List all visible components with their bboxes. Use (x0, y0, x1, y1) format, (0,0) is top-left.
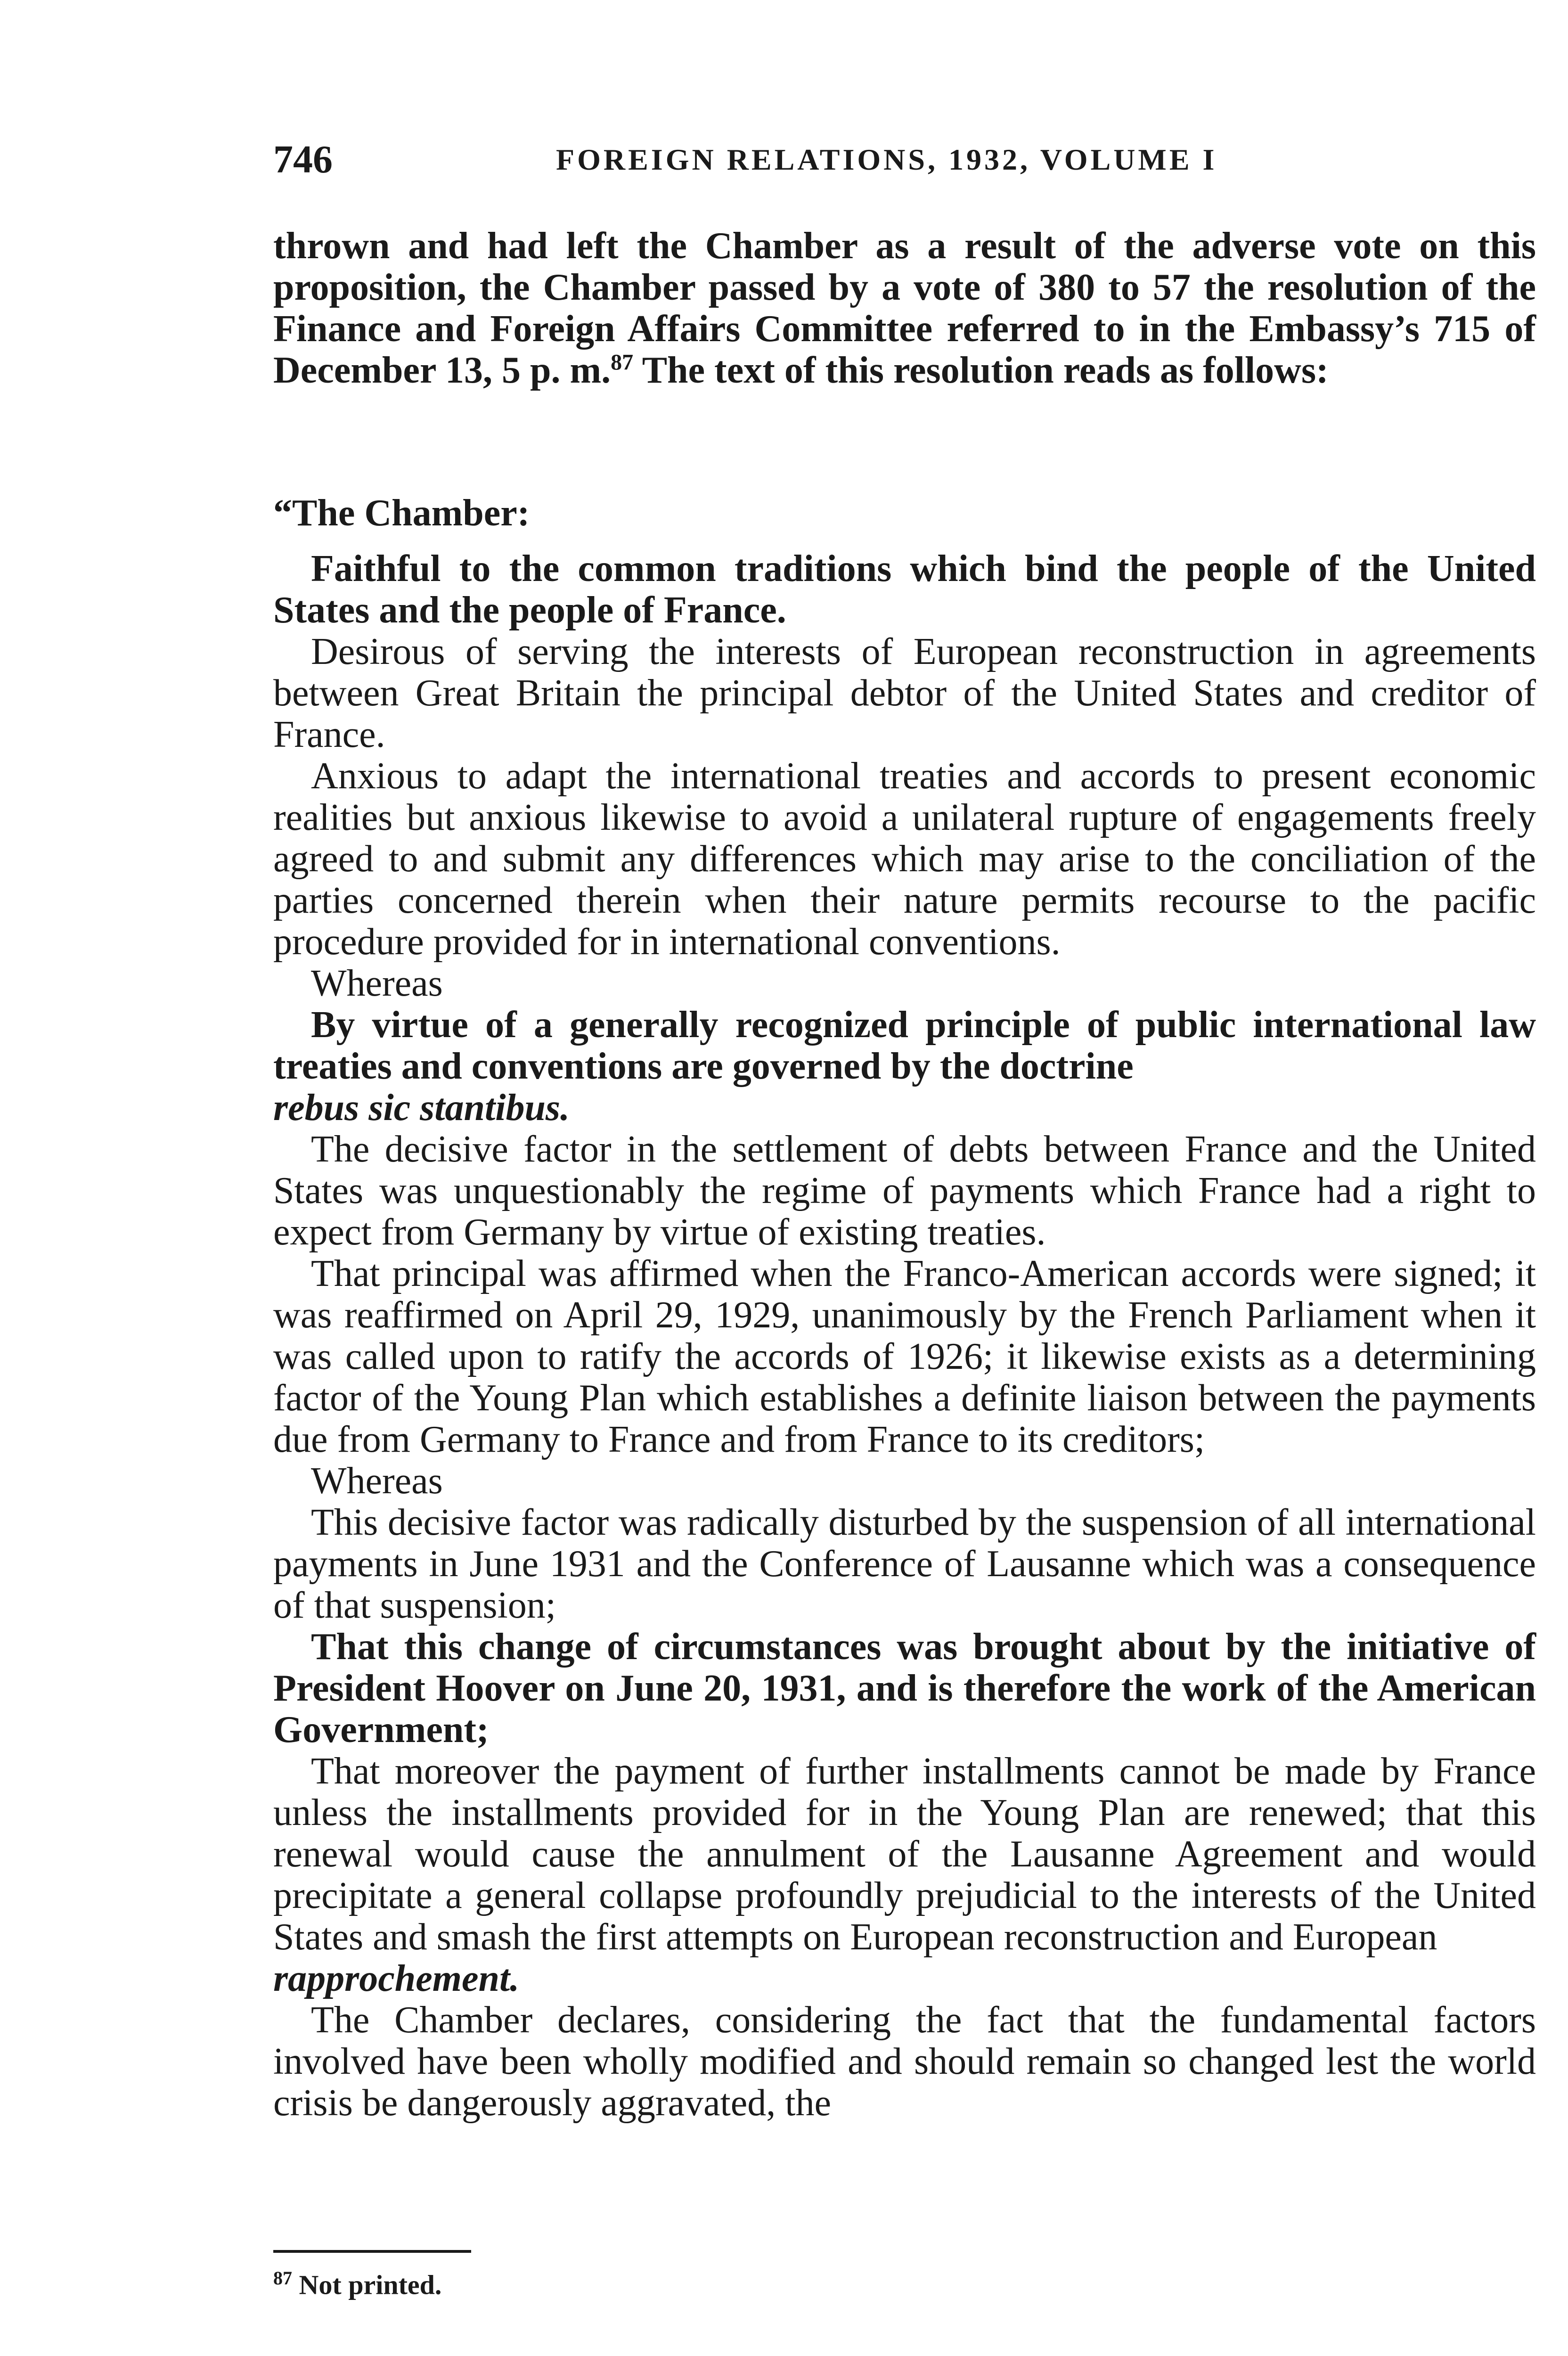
resolution-paragraph-text: By virtue of a generally recognized principle of public international law treaties and conventions are governed by the doctrine (273, 1004, 1536, 1087)
resolution-paragraph: The decisive factor in the settlement of debts between France and the United States was unquestionably the regime of payments which France had a right to expect from Germany by virtue of existing treaties. (273, 1129, 1536, 1253)
latin-phrase: rebus sic stantibus. (273, 1087, 570, 1129)
resolution-paragraph: That this change of circumstances was brought about by the initiative of President Hoover on June 20, 1931, and is therefore the work of the American Government; (273, 1626, 1536, 1751)
intro-text-a: thrown and had left the Chamber as a result of the adverse vote on this proposition, the Chamber passed by a vote of 380 to 57 the resolution of the Finance and Foreign Affairs Committee referred to in the Embassy’s 715 of December 13, 5 p. m. (273, 225, 1536, 391)
resolution-paragraph: Desirous of serving the interests of European reconstruction in agreements between Great Britain the principal debtor of the United States and creditor of France. (273, 631, 1536, 755)
resolution-paragraph: That principal was affirmed when the Franco-American accords were signed; it was reaffirmed on April 29, 1929, unanimously by the French Parliament when it was called upon to ratify the accords of 1926; it likewise exists as a determining factor of the Young Plan which establishes a definite liaison between the payments due from Germany to France and from France to its creditors; (273, 1253, 1536, 1460)
resolution-paragraph (273, 1751, 1536, 1999)
intro-paragraph (273, 225, 1536, 391)
french-term: rapprochement. (273, 1958, 520, 1999)
resolution-paragraph: This decisive factor was radically disturbed by the suspension of all international payments in June 1931 and the Conference of Lausanne which was a consequence of that suspension; (273, 1502, 1536, 1626)
footnote-reference: 87 (611, 350, 634, 375)
resolution-opening: “The Chamber: (273, 492, 530, 534)
footnote-text: Not printed. (299, 2269, 442, 2300)
footnote-number: 87 (273, 2267, 292, 2289)
running-header (273, 137, 1536, 188)
resolution-paragraph: Anxious to adapt the international treaties and accords to present economic realities but anxious likewise to avoid a unilateral rupture of engagements freely agreed to and submit any differences which may arise to the conciliation of the parties concerned therein when their nature permits recourse to the pacific procedure provided for in international conventions. (273, 755, 1536, 963)
resolution-whereas: Whereas (311, 963, 443, 1004)
resolution-text (273, 492, 1536, 2124)
resolution-paragraph: The Chamber declares, considering the fact that the fundamental factors involved have been wholly modified and should remain so changed lest the world crisis be dangerously aggravated, the (273, 1999, 1536, 2124)
page-number: 746 (273, 138, 333, 181)
resolution-paragraph (273, 1004, 1536, 1129)
running-title: FOREIGN RELATIONS, 1932, VOLUME I (556, 143, 1217, 176)
resolution-paragraph: Faithful to the common traditions which bind the people of the United States and the people of France. (273, 548, 1536, 631)
footnote-divider (273, 2250, 471, 2253)
resolution-whereas: Whereas (311, 1460, 443, 1502)
footnote (273, 2262, 441, 2301)
resolution-paragraph-text: That moreover the payment of further installments cannot be made by France unless the installments provided for in the Young Plan are renewed; that this renewal would cause the annulment of the Lausanne Agreement and would precipitate a general collapse profoundly prejudicial to the interests of the United States and smash the first attempts on European reconstruction and European (273, 1751, 1536, 1958)
intro-text-b: The text of this resolution reads as follows: (633, 350, 1329, 391)
